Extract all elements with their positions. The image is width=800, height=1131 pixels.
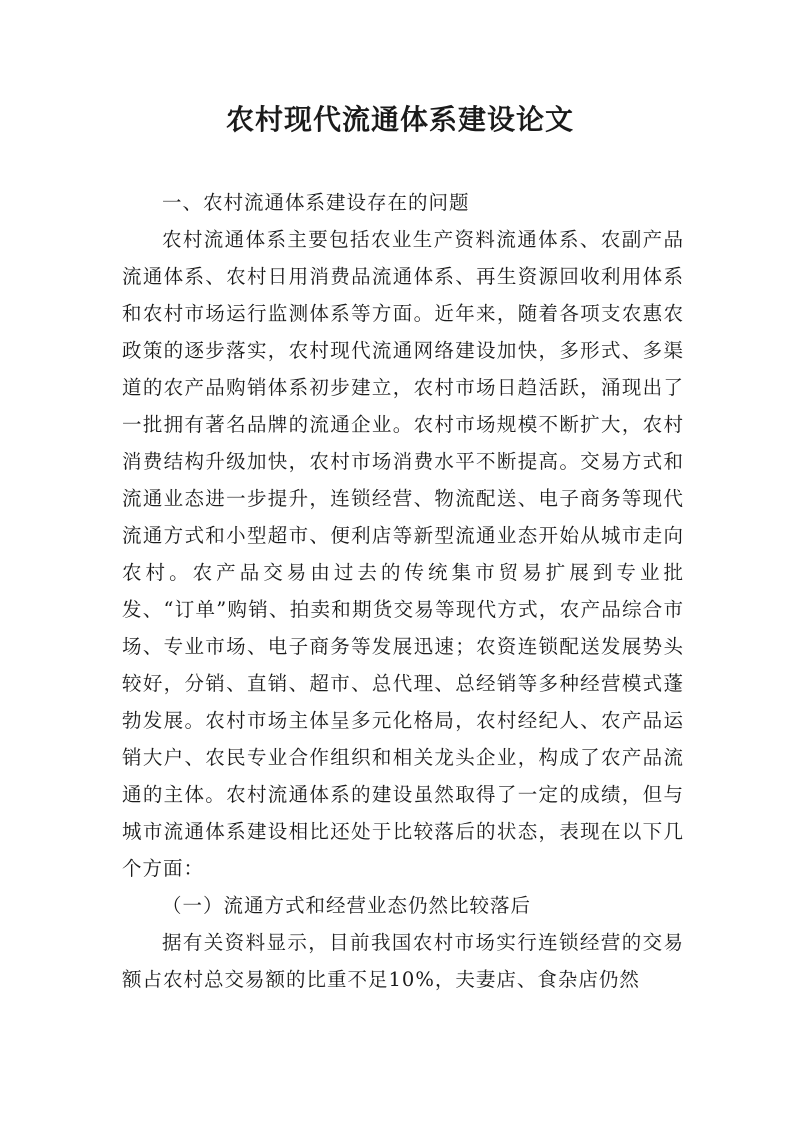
document-body — [122, 184, 684, 998]
section-heading: 一、农村流通体系建设存在的问题 — [162, 191, 470, 214]
subsection-heading: （一）流通方式和经营业态仍然比较落后 — [162, 894, 532, 917]
document-title: 农村现代流通体系建设论文 — [225, 103, 574, 136]
paragraph: 据有关资料显示，目前我国农村市场实行连锁经营的交易额占农村总交易额的比重不足10%，夫妻店、食杂店仍然 — [122, 931, 684, 991]
paragraph: 农村流通体系主要包括农业生产资料流通体系、农副产品流通体系、农村日用消费品流通体系、再生资源回收利用体系和农村市场运行监测体系等方面。近年来，随着各项支农惠农政策的逐步落实，农村现代流通网络建设加快，多形式、多渠道的农产品购销体系初步建立，农村市场日趋活跃，涌现出了一批拥有著名品牌的流通企业。农村市场规模不断扩大，农村消费结构升级加快，农村市场消费水平不断提高。交易方式和流通业态进一步提升，连锁经营、物流配送、电子商务等现代流通方式和小型超市、便利店等新型流通业态开始从城市走向农村。农产品交易由过去的传统集市贸易扩展到专业批发、“订单”购销、拍卖和期货交易等现代方式，农产品综合市场、专业市场、电子商务等发展迅速；农资连锁配送发展势头较好，分销、直销、超市、总代理、总经销等多种经营模式蓬勃发展。农村市场主体呈多元化格局，农村经纪人、农产品运销大户、农民专业合作组织和相关龙头企业，构成了农产品流通的主体。农村流通体系的建设虽然取得了一定的成绩，但与城市流通体系建设相比还处于比较落后的状态，表现在以下几个方面： — [122, 228, 684, 880]
